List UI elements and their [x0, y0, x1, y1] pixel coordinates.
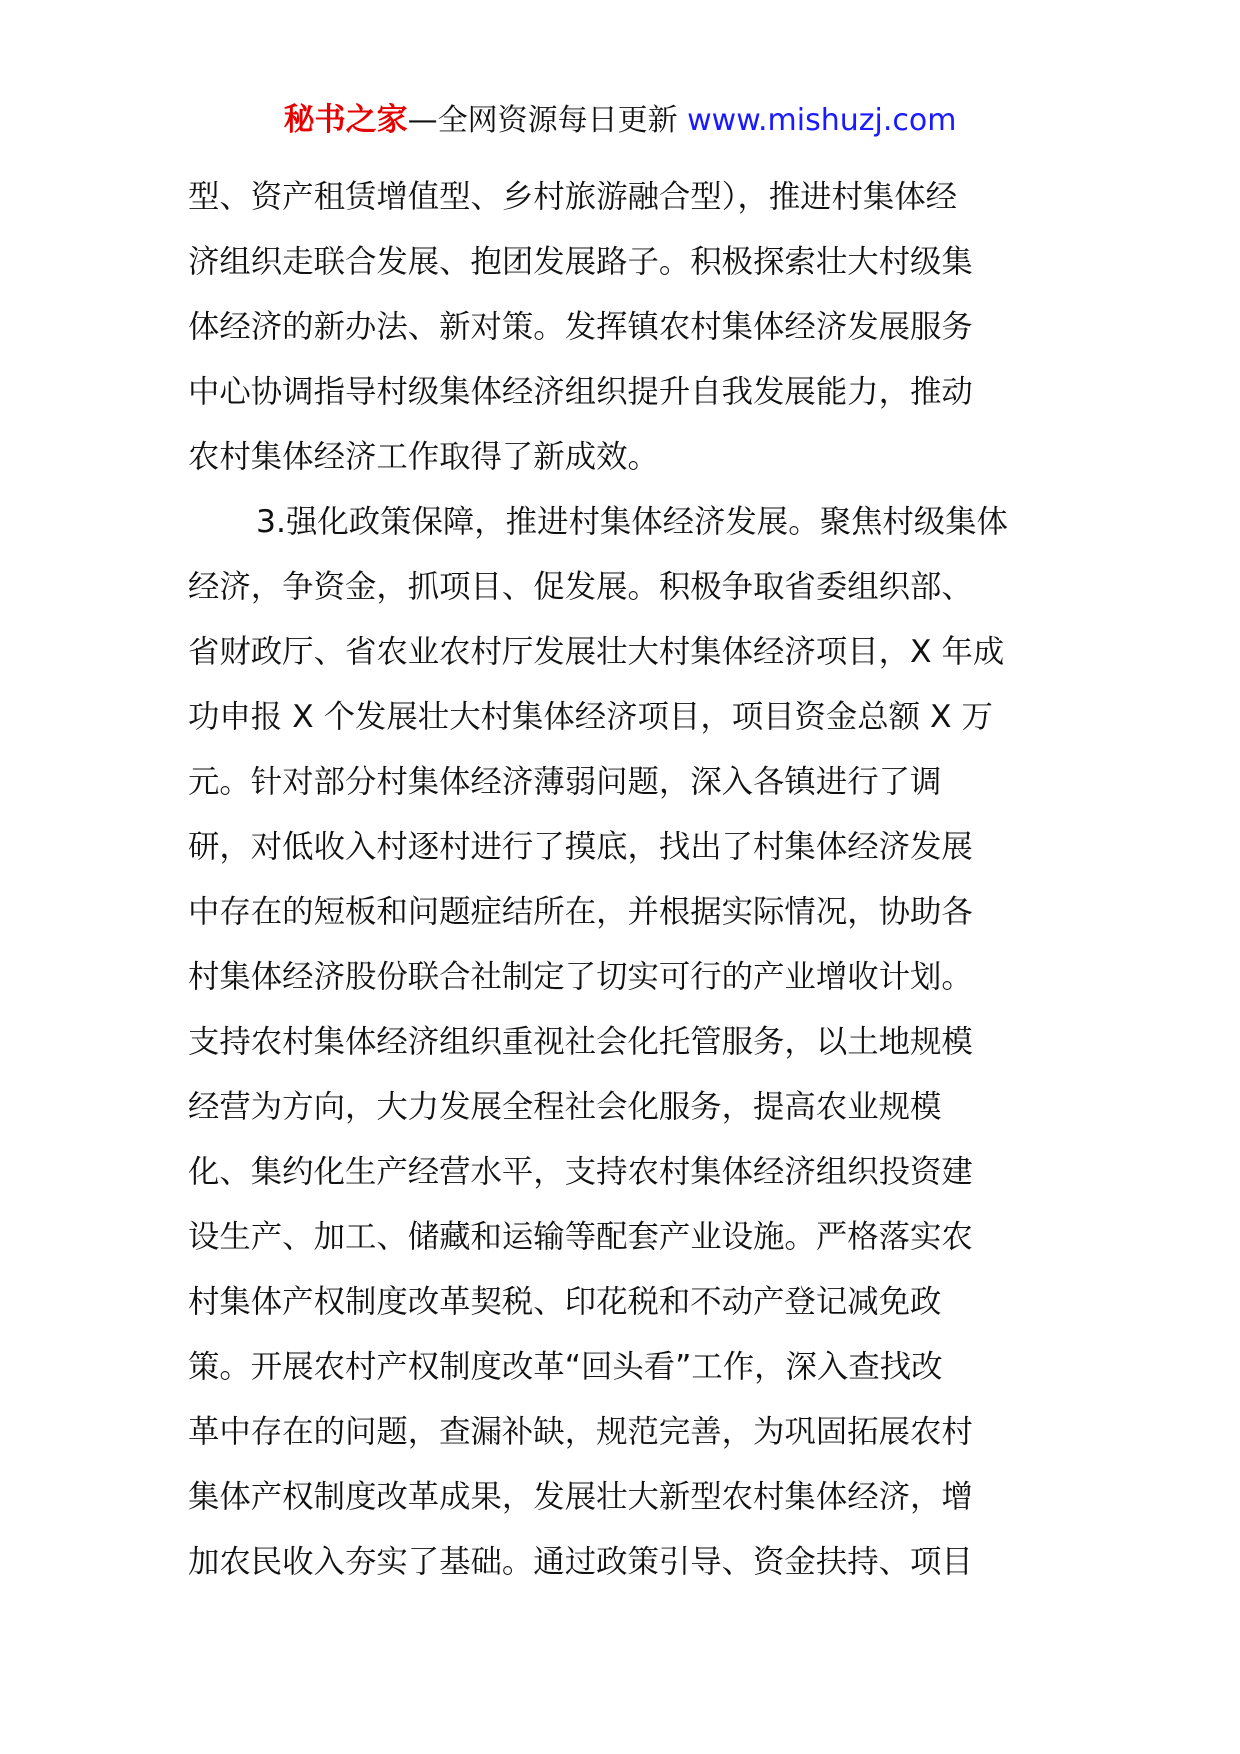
- text-line: 村集体经济股份联合社制定了切实可行的产业增收计划。: [188, 959, 973, 995]
- text-line: 体经济的新办法、新对策。发挥镇农村集体经济发展服务: [188, 309, 973, 345]
- text-line: 元。针对部分村集体经济薄弱问题，深入各镇进行了调: [188, 764, 942, 800]
- text-line: 济组织走联合发展、抱团发展路子。积极探索壮大村级集: [188, 244, 973, 280]
- text-line: 型、资产租赁增值型、乡村旅游融合型），推进村集体经: [188, 179, 958, 215]
- text-line: 中心协调指导村级集体经济组织提升自我发展能力，推动: [188, 374, 973, 410]
- header-tagline: —全网资源每日更新: [407, 103, 688, 138]
- text-line: 农村集体经济工作取得了新成效。: [188, 439, 659, 475]
- page-header: [0, 98, 1240, 143]
- text-line: 设生产、加工、储藏和运输等配套产业设施。严格落实农: [188, 1219, 973, 1255]
- text-line: 经营为方向，大力发展全程社会化服务，提高农业规模: [188, 1089, 942, 1125]
- text-line: 支持农村集体经济组织重视社会化托管服务，以土地规模: [188, 1024, 973, 1060]
- document-body: [188, 165, 1058, 1595]
- brand-name: 秘书之家: [283, 102, 408, 138]
- text-line: 化、集约化生产经营水平，支持农村集体经济组织投资建: [188, 1154, 973, 1190]
- text-line: 集体产权制度改革成果，发展壮大新型农村集体经济，增: [188, 1479, 973, 1515]
- text-line: 中存在的短板和问题症结所在，并根据实际情况，协助各: [188, 894, 973, 930]
- text-line: 经济，争资金，抓项目、促发展。积极争取省委组织部、: [188, 569, 973, 605]
- text-line: 村集体产权制度改革契税、印花税和不动产登记减免政: [188, 1284, 942, 1320]
- text-line: 省财政厅、省农业农村厅发展壮大村集体经济项目，X 年成: [188, 634, 1005, 670]
- text-line: 加农民收入夯实了基础。通过政策引导、资金扶持、项目: [188, 1544, 973, 1580]
- text-line: 革中存在的问题，查漏补缺，规范完善，为巩固拓展农村: [188, 1414, 973, 1450]
- text-line: 功申报 X 个发展壮大村集体经济项目，项目资金总额 X 万: [188, 699, 993, 735]
- section-heading-line: 3.强化政策保障，推进村集体经济发展。聚焦村级集体: [256, 504, 1008, 540]
- text-line: 研，对低收入村逐村进行了摸底，找出了村集体经济发展: [188, 829, 973, 865]
- text-line: 策。开展农村产权制度改革“回头看”工作，深入查找改: [188, 1349, 943, 1385]
- site-url-link[interactable]: www.mishuzj.com: [687, 103, 957, 138]
